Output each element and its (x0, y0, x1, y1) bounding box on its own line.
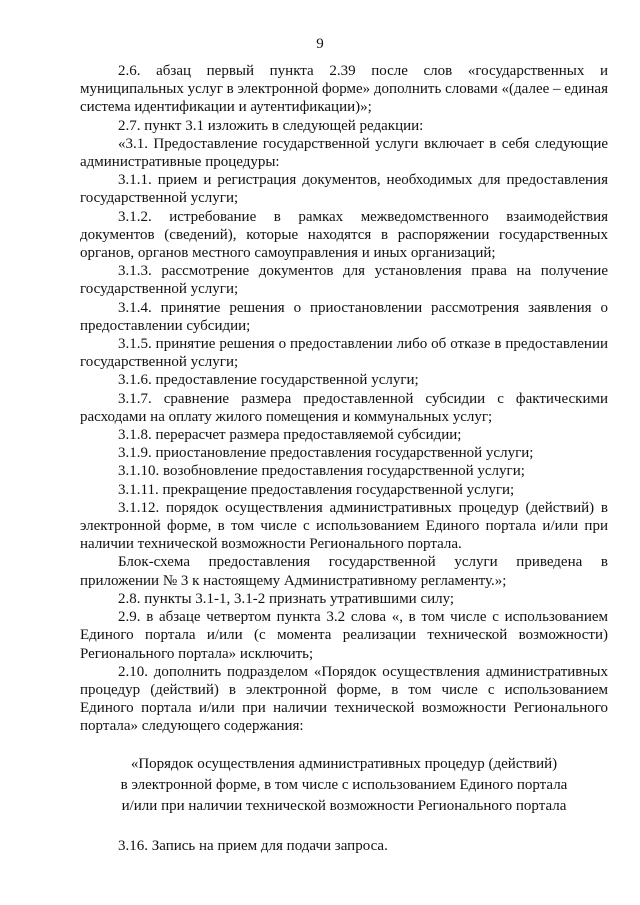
paragraph-3-1-10: 3.1.10. возобновление предоставления государственной услуги; (118, 463, 525, 480)
paragraph-3-1-3: 3.1.3. рассмотрение документов для установления права на получение государственной услуги; (80, 263, 608, 298)
paragraph-3-1: «3.1. Предоставление государственной услуги включает в себя следующие административные процедуры: (80, 135, 608, 171)
paragraph-3-1-9: 3.1.9. приостановление предоставления государственной услуги; (118, 445, 534, 462)
paragraph-3-1-7: 3.1.7. сравнение размера предоставленной субсидии с фактическими расходами на оплату жилого помещения и коммунальных услуг; (80, 390, 608, 425)
paragraph-2-10: 2.10. дополнить подразделом «Порядок осуществления административных процедур (действий) в электронной форме, в том числе с использованием Единого портала и/или при наличии технической возможности Регионального портала» следующего содержания: (80, 663, 608, 735)
subsection-heading (80, 754, 608, 817)
paragraph-block-scheme: Блок-схема предоставления государственной услуги приведена в приложении № 3 к настоящему Административному регламенту.»; (80, 554, 608, 589)
paragraph-3-1-2: 3.1.2. истребование в рамках межведомственного взаимодействия документов (сведений), которые находятся в распоряжении государственных органов, органов местного самоуправления и иных организаций; (80, 208, 608, 262)
paragraph-3-1-8: 3.1.8. перерасчет размера предоставляемой субсидии; (118, 427, 462, 444)
subsection-heading-line: «Порядок осуществления административных процедур (действий) (130, 755, 558, 772)
paragraph-3-1-1: 3.1.1. прием и регистрация документов, необходимых для предоставления государственной услуги; (80, 172, 608, 207)
subsection-heading-line: и/или при наличии технической возможности Регионального портала (121, 797, 567, 814)
paragraph-3-1-12: 3.1.12. порядок осуществления административных процедур (действий) в электронной форме, в том числе с использованием Единого портала и/или при наличии технической возможности Регионального портала. (80, 499, 608, 553)
paragraph-2-8: 2.8. пункты 3.1-1, 3.1-2 признать утратившими силу; (118, 590, 455, 607)
paragraph-3-1-5: 3.1.5. принятие решения о предоставлении либо об отказе в предоставлении государственной услуги; (80, 336, 608, 371)
paragraph-2-9: 2.9. в абзаце четвертом пункта 3.2 слова «, в том числе с использованием Единого портала и/или (с момента реализации технической возможности) Регионального портала» исключить; (80, 609, 608, 662)
paragraph-2-6: 2.6. абзац первый пункта 2.39 после слов «государственных и муниципальных услуг в электронной форме» дополнить словами «(далее – единая система идентификации и аутентификации)»; (80, 63, 608, 116)
paragraph-3-1-6: 3.1.6. предоставление государственной услуги; (118, 372, 419, 389)
paragraph-3-1-11: 3.1.11. прекращение предоставления государственной услуги; (118, 481, 515, 498)
paragraph-3-1-4: 3.1.4. принятие решения о приостановлении рассмотрения заявления о предоставлении субсидии; (80, 299, 608, 334)
document-body (80, 62, 608, 855)
paragraph-2-7: 2.7. пункт 3.1 изложить в следующей редакции: (118, 117, 424, 134)
paragraph-3-16: 3.16. Запись на прием для подачи запроса. (118, 837, 388, 854)
subsection-heading-line: в электронной форме, в том числе с использованием Единого портала (120, 776, 568, 793)
page-number: 9 (316, 36, 324, 52)
